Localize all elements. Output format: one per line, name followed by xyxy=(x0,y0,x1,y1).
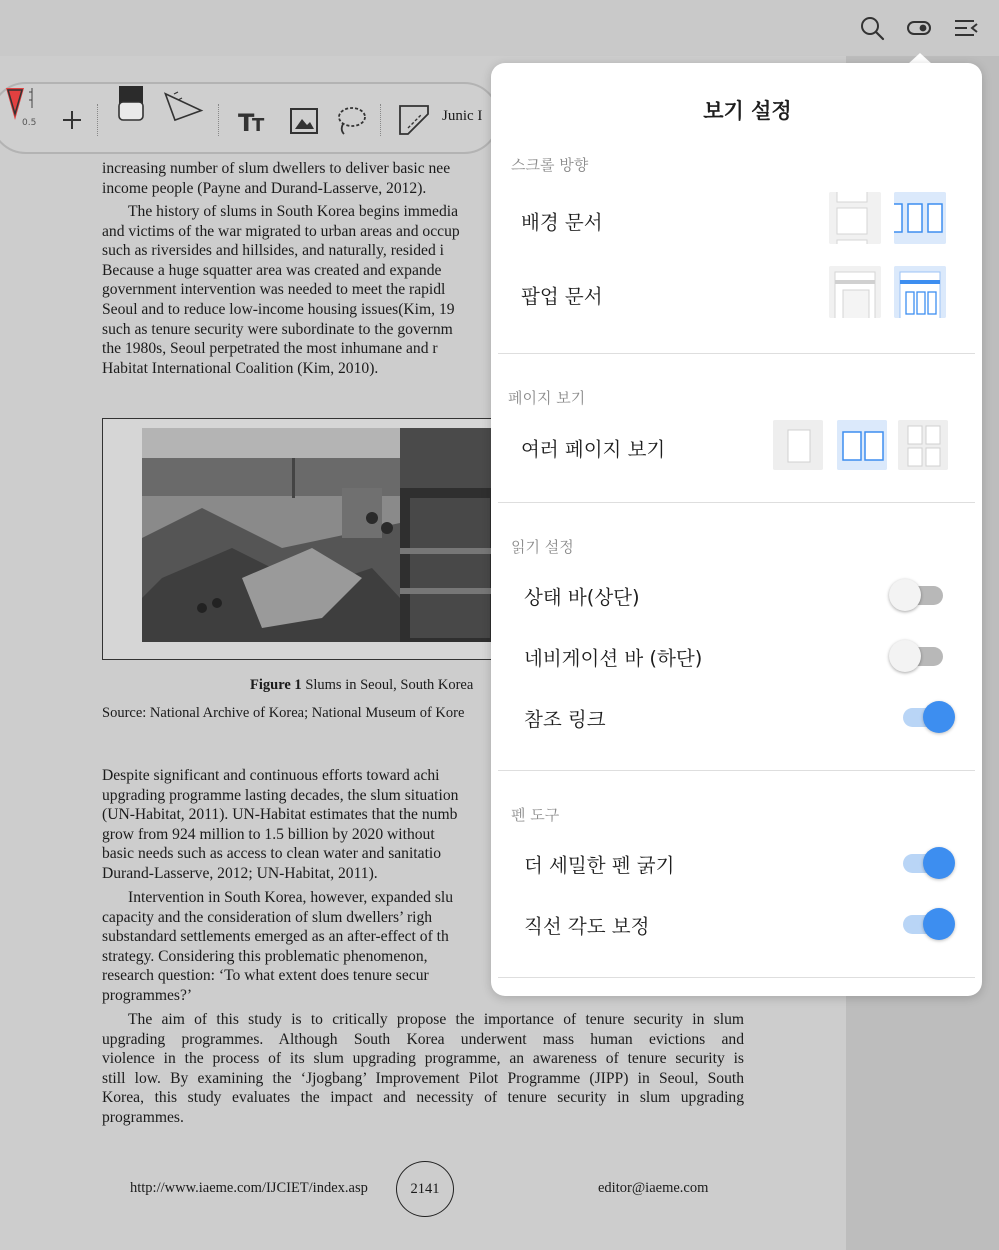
grid-page-icon xyxy=(898,420,948,470)
toggle-view-icon[interactable] xyxy=(905,14,933,42)
grid-page-option[interactable] xyxy=(898,420,948,470)
two-page-option[interactable] xyxy=(837,420,887,470)
view-settings-popup xyxy=(491,63,982,996)
single-page-option[interactable] xyxy=(773,420,823,470)
lasso-icon[interactable] xyxy=(334,104,368,138)
horizontal-scroll-option[interactable] xyxy=(894,192,946,244)
text-line: still low. By examining the ‘Jjogbang’ Improvement Pilot Programme (JIPP) in Seoul, South xyxy=(102,1069,744,1087)
text-line: Durand-Lasserve, 2012; UN-Habitat, 2011). xyxy=(102,864,378,882)
text-line: strategy. Considering this problematic phenomenon, xyxy=(102,947,428,965)
aim-paragraph xyxy=(102,1010,744,1128)
text-line: such as riversides and hillsides, and naturally, resided i xyxy=(102,242,444,260)
divider xyxy=(498,770,975,771)
row-label-popup-doc: 팝업 문서 xyxy=(521,285,603,308)
text-line: government intervention was needed to meet the rapidl xyxy=(102,281,446,299)
figure-caption: Figure 1 Slums in Seoul, South Korea xyxy=(250,677,474,693)
popup-vertical-option[interactable] xyxy=(829,266,881,318)
text-line: The aim of this study is to critically propose the importance of tenure security in slum xyxy=(128,1011,744,1028)
vertical-scroll-icon xyxy=(829,192,881,244)
history-paragraph xyxy=(102,202,492,378)
row-label-status-bar: 상태 바(상단) xyxy=(524,586,640,609)
row-label-reference-link: 참조 링크 xyxy=(524,708,606,731)
top-bar xyxy=(0,0,999,56)
text-line: Because a huge squatter area was created and expande xyxy=(102,261,442,279)
section-label-page-view: 페이지 보기 xyxy=(508,389,586,407)
text-line: capacity and the consideration of slum dwellers’ righ xyxy=(102,908,433,926)
shape-tool-icon[interactable] xyxy=(396,102,432,138)
text-line: The history of slums in South Korea begins immedia xyxy=(128,203,459,220)
navigation-bar-toggle[interactable] xyxy=(889,638,945,674)
text-line: Habitat International Coalition (Kim, 2010). xyxy=(102,359,379,377)
row-label-fine-pen: 더 세밀한 펜 굵기 xyxy=(524,854,675,877)
row-label-background-doc: 배경 문서 xyxy=(521,211,603,234)
svg-text:T: T xyxy=(252,115,265,135)
text-tool-icon[interactable] xyxy=(236,106,270,136)
text-line: Despite significant and continuous efforts toward achi xyxy=(102,767,440,784)
text-line: upgrading programme lasting decades, the slum situation xyxy=(102,786,459,804)
text-line: grow from 924 million to 1.5 billion by 2020 without xyxy=(102,825,435,843)
menu-collapse-icon[interactable] xyxy=(952,14,980,42)
text-line: Intervention in South Korea, however, expanded slu xyxy=(128,889,454,906)
figure-source: Source: National Archive of Korea; National Museum of Kore xyxy=(102,705,465,721)
text-line: such as tenure security were subordinate to the governm xyxy=(102,320,453,338)
footer-email[interactable]: editor@iaeme.com xyxy=(598,1180,709,1196)
line-angle-toggle[interactable] xyxy=(899,906,955,942)
popup-vertical-icon xyxy=(829,266,881,318)
slum-photo xyxy=(142,428,400,642)
market-photo xyxy=(400,428,500,642)
text-line: Korea, this study evaluates the impact and necessity of tenure security in slum upgrading xyxy=(102,1089,744,1107)
horizontal-scroll-icon xyxy=(894,192,946,244)
search-icon[interactable] xyxy=(858,14,886,42)
divider xyxy=(498,977,975,978)
pen-toolbar xyxy=(0,82,500,154)
row-label-line-angle: 직선 각도 보정 xyxy=(524,915,650,938)
figure-1 xyxy=(102,418,502,660)
text-line: and victims of the war migrated to urban areas and occup xyxy=(102,222,460,240)
text-line: income people (Payne and Durand-Lasserve, 2012). xyxy=(102,179,427,197)
ruler-icon[interactable] xyxy=(164,84,204,124)
text-line: substandard settlements emerged as an after-effect of th xyxy=(102,928,449,946)
text-line: (UN-Habitat, 2011). UN-Habitat estimates that the numb xyxy=(102,806,458,824)
status-bar-toggle[interactable] xyxy=(889,577,945,613)
text-line: research question: ‘To what extent does tenure secur xyxy=(102,967,429,985)
text-line: programmes?’ xyxy=(102,986,193,1004)
page-number: 2141 xyxy=(396,1161,454,1217)
popup-title: 보기 설정 xyxy=(703,99,792,123)
pen-size-label: 0.5 xyxy=(22,118,37,128)
text-line: violence in the process of its slum upgrading programme, an awareness of tenure security is xyxy=(102,1050,744,1068)
footer-url[interactable]: http://www.iaeme.com/IJCIET/index.asp xyxy=(130,1180,368,1196)
image-tool-icon[interactable] xyxy=(288,106,320,136)
text-line: Seoul and to reduce low-income housing issues(Kim, 19 xyxy=(102,300,455,318)
divider xyxy=(498,502,975,503)
popup-horizontal-icon xyxy=(894,266,946,318)
despite-paragraph xyxy=(102,766,492,884)
text-line: programmes. xyxy=(102,1108,184,1126)
two-page-icon xyxy=(837,420,887,470)
intro-paragraph xyxy=(102,159,492,198)
eraser-icon[interactable] xyxy=(116,84,146,126)
fine-pen-toggle[interactable] xyxy=(899,845,955,881)
divider xyxy=(498,353,975,354)
section-label-reading: 읽기 설정 xyxy=(511,538,574,556)
vertical-scroll-option[interactable] xyxy=(829,192,881,244)
single-page-icon xyxy=(773,420,823,470)
popup-horizontal-option[interactable] xyxy=(894,266,946,318)
reference-link-toggle[interactable] xyxy=(899,699,955,735)
row-label-navigation-bar: 네비게이션 바 (하단) xyxy=(524,647,703,670)
partial-text: Junic I xyxy=(442,108,483,124)
text-line: the 1980s, Seoul perpetrated the most inhumane and r xyxy=(102,340,438,358)
svg-text:T: T xyxy=(238,109,255,135)
row-label-multi-page: 여러 페이지 보기 xyxy=(521,438,666,461)
section-label-pen: 펜 도구 xyxy=(511,806,560,824)
add-icon[interactable] xyxy=(58,106,86,134)
text-line: increasing number of slum dwellers to deliver basic nee xyxy=(102,160,451,177)
text-line: basic needs such as access to clean water and sanitatio xyxy=(102,845,442,863)
section-label-scroll: 스크롤 방향 xyxy=(511,156,589,174)
intervention-paragraph xyxy=(102,888,492,1006)
text-line: upgrading programmes. Although South Korea underwent mass human evictions and xyxy=(102,1030,744,1048)
